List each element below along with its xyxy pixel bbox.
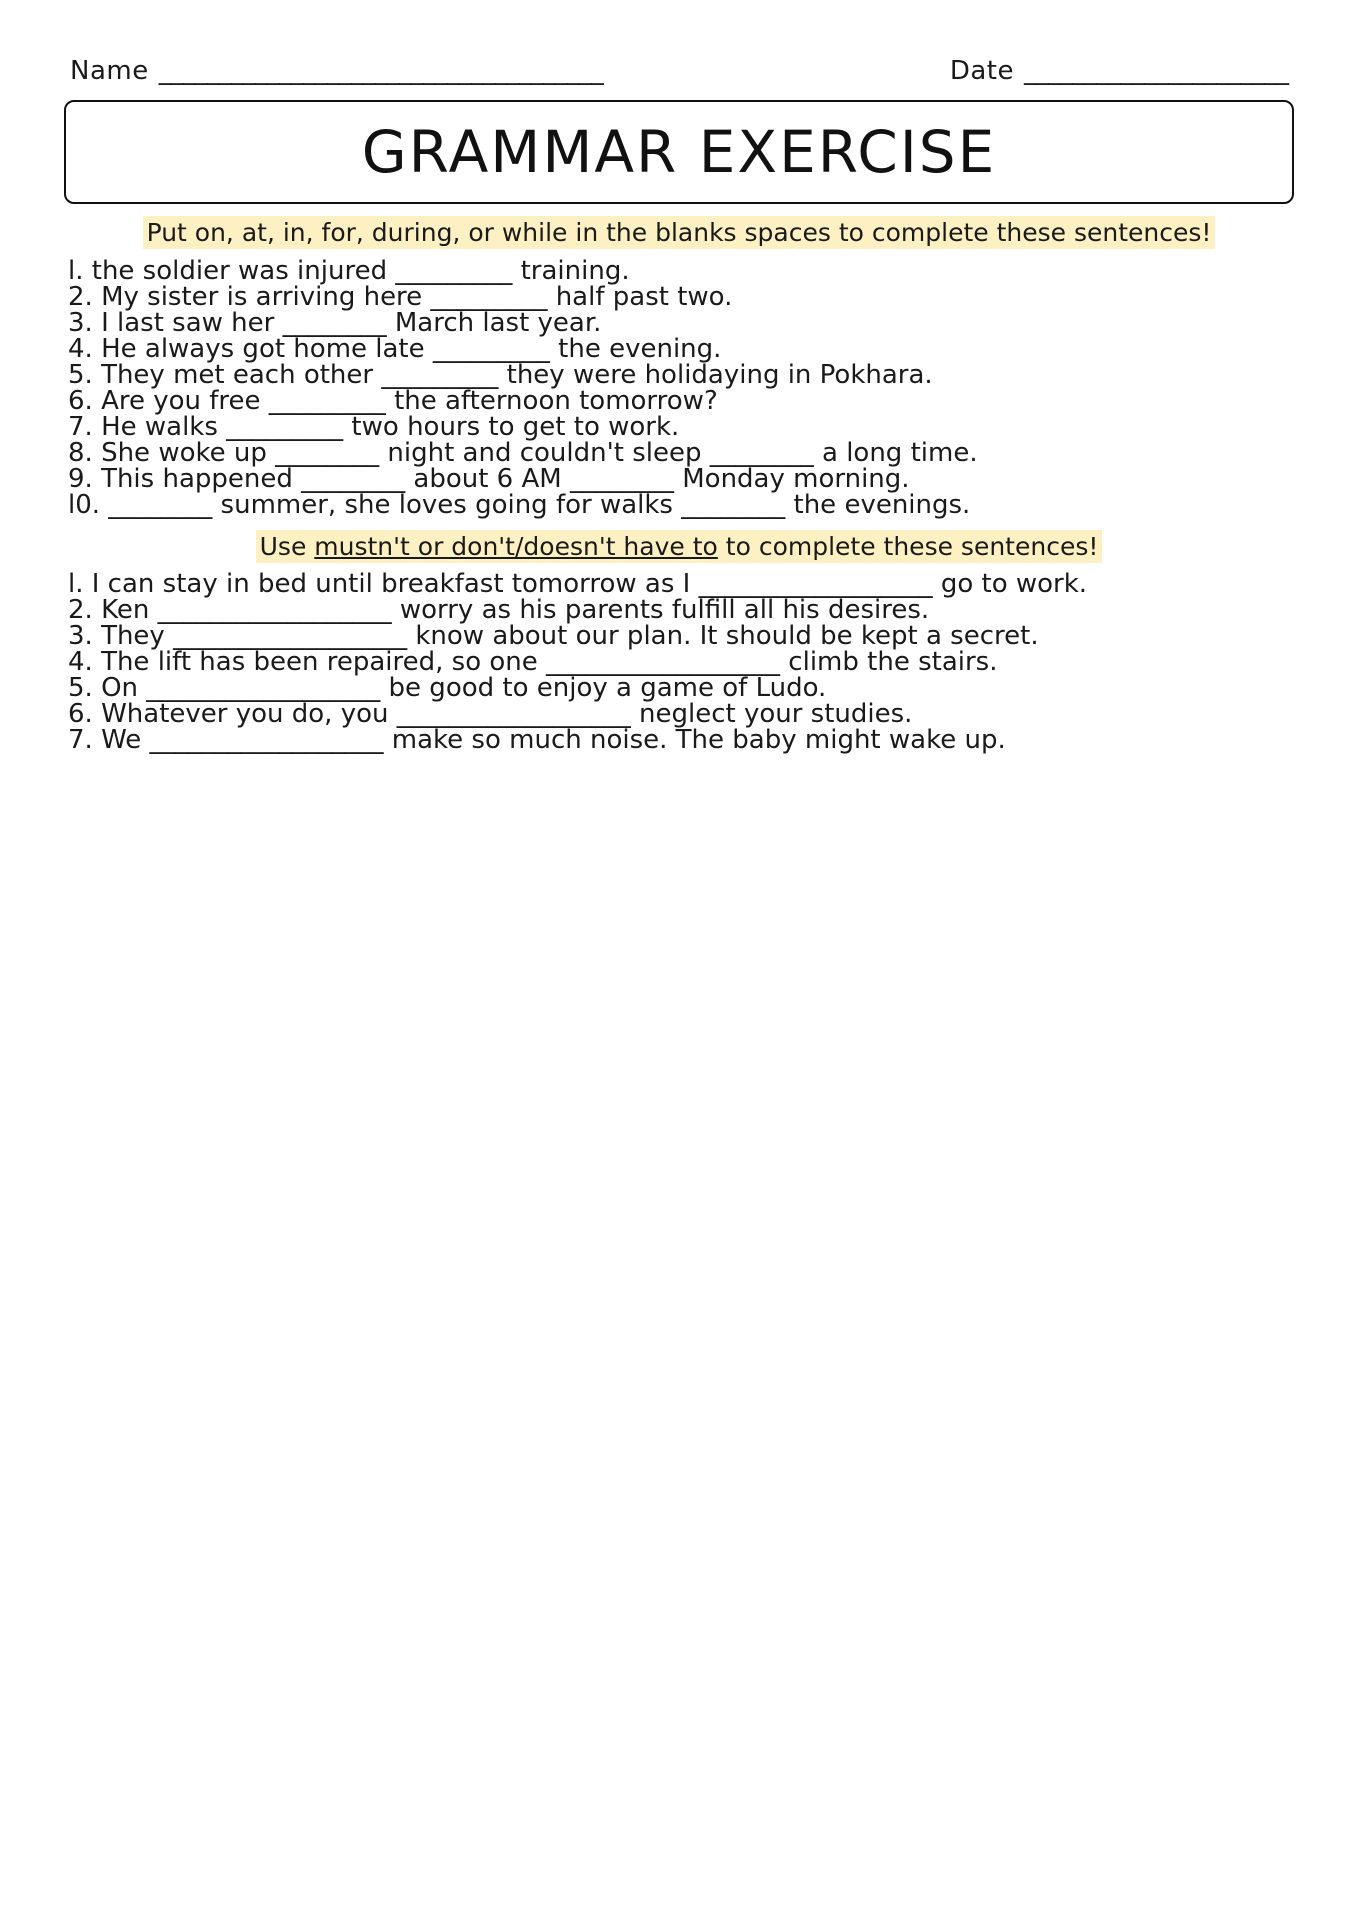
name-field[interactable] (70, 56, 603, 86)
list-item: 2. Ken __________________ worry as his parents fulfill all his desires. (68, 595, 930, 625)
date-field[interactable] (950, 56, 1288, 86)
instruction-two-underlined: mustn't or don't/doesn't have to (314, 531, 718, 561)
list-item: 4. He always got home late _________ the evening. (68, 333, 722, 364)
list-item: l0. ________ summer, she loves going for walks ________ the evenings. (68, 489, 971, 520)
list-item: l. the soldier was injured _________ training. (68, 255, 630, 286)
list-item: 5. On __________________ be good to enjoy a game of Ludo. (68, 673, 827, 703)
page-title: GRAMMAR EXERCISE (361, 118, 997, 186)
instruction-section-two (64, 528, 1294, 566)
name-label: Name (70, 56, 149, 86)
instruction-two-prefix: Use (259, 531, 315, 561)
list-item: 6. Are you free _________ the afternoon tomorrow? (68, 385, 718, 416)
list-item: 7. We __________________ make so much noise. The baby might wake up. (68, 725, 1006, 755)
list-item: 8. She woke up ________ night and couldn't sleep ________ a long time. (68, 437, 978, 468)
list-item: 7. He walks _________ two hours to get to work. (68, 411, 680, 442)
list-item: 3. They __________________ know about our plan. It should be kept a secret. (68, 621, 1039, 651)
name-blank-line: _____________________________________ (158, 56, 603, 86)
title-box (64, 100, 1294, 204)
question-list-section-one (64, 255, 1294, 520)
list-item: 9. This happened ________ about 6 AM ________ Monday morning. (68, 463, 910, 494)
question-list-section-two (64, 571, 1294, 753)
list-item: l. I can stay in bed until breakfast tomorrow as I __________________ go to work. (68, 569, 1088, 599)
date-label: Date (949, 56, 1014, 86)
list-item: 4. The lift has been repaired, so one __________________ climb the stairs. (68, 647, 998, 677)
list-item: 6. Whatever you do, you __________________ neglect your studies. (68, 699, 913, 729)
instruction-one-text: Put on, at, in, for, during, or while in the blanks spaces to complete these sentences! (143, 216, 1216, 249)
name-date-row (64, 56, 1294, 86)
list-item: 5. They met each other _________ they were holidaying in Pokhara. (68, 359, 933, 390)
instruction-two-suffix: to complete these sentences! (717, 531, 1099, 561)
instruction-two-text (256, 530, 1103, 563)
date-blank-line: ______________________ (1024, 56, 1288, 86)
instruction-section-one (64, 214, 1294, 252)
list-item: 2. My sister is arriving here _________ half past two. (68, 281, 733, 312)
list-item: 3. I last saw her ________ March last year. (68, 307, 602, 338)
